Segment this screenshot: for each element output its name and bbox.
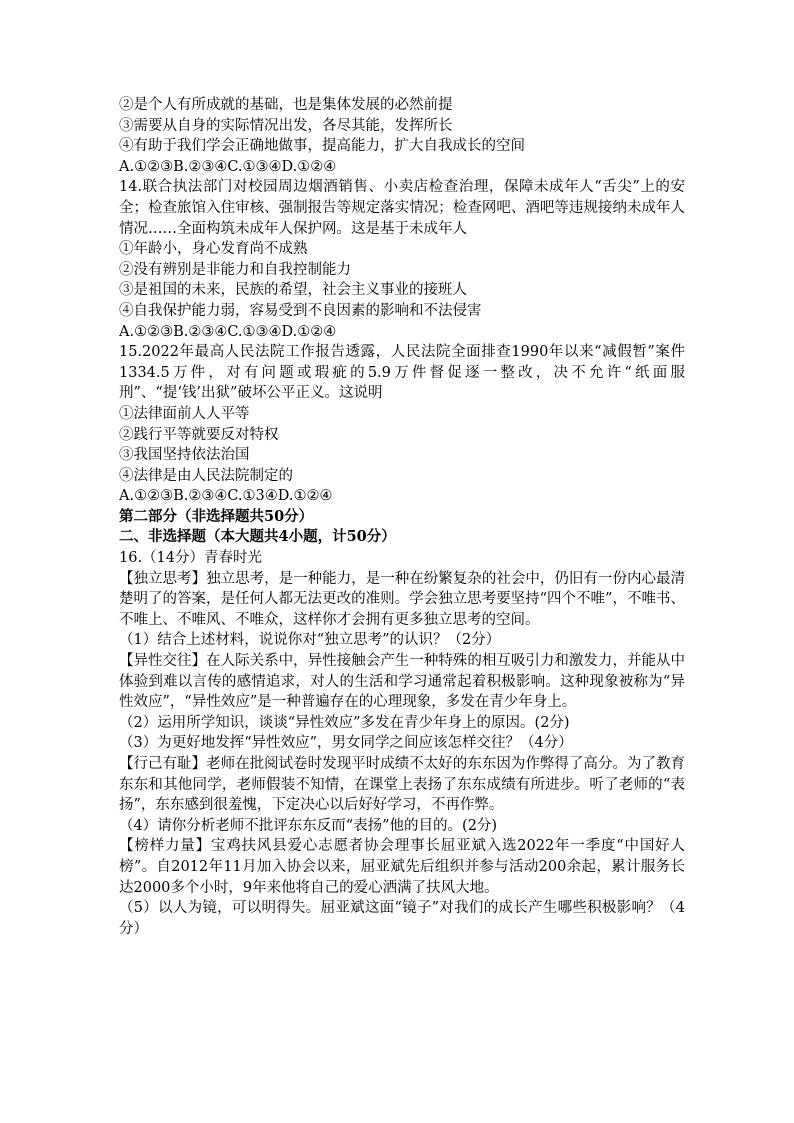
text-line: 【行己有耻】老师在批阅试卷时发现平时成绩不太好的东东因为作弊得了高分。为了教育东东和其他同学，老师假装不知情，在课堂上表扬了东东成绩有所进步。听了老师的“表扬”，东东感到很羞愧，下定决心以后好好学习，不再作弊。 <box>119 756 685 814</box>
text-line: ④法律是由人民法院制定的 <box>119 467 293 484</box>
text-line: （4）请你分析老师不批评东东反而“表扬”他的目的。(2分) <box>119 817 498 834</box>
text-line: ①年龄小，身心发育尚不成熟 <box>119 241 308 258</box>
text-line: ②践行平等就要反对特权 <box>119 426 279 443</box>
section-heading: 第二部分（非选择题共50分） <box>119 507 314 525</box>
text-line: （1）结合上述材料，说说你对“独立思考”的认识？（2分） <box>119 632 501 649</box>
text-line: （2）运用所学知识，谈谈“异性效应”多发在青少年身上的原因。(2分) <box>119 714 570 731</box>
text-line: ③我国坚持依法治国 <box>119 447 250 464</box>
text-line: ③需要从自身的实际情况出发，各尽其能，发挥所长 <box>119 117 453 134</box>
text-line: A.①②③B.②③④C.①③④D.①②④ <box>119 158 337 175</box>
text-line: 【独立思考】独立思考，是一种能力，是一种在纷繁复杂的社会中，仍旧有一份内心最清楚明了的答案，是任何人都无法更改的准则。学会独立思考要坚持“四个不唯”，不唯书、不唯上、不唯风、不唯众，这样你才会拥有更多独立思考的空间。 <box>119 570 685 628</box>
text-line: ②没有辨别是非能力和自我控制能力 <box>119 261 351 278</box>
text-line: 15.2022年最高人民法院工作报告透露，人民法院全面排查1990年以来“减假暂”案件1334.5万件，对有问题或瑕疵的5.9万件督促逐一整改，决不允许“纸面服刑”、“提‘钱’出狱”破坏公平正义。这说明 <box>119 344 685 402</box>
text-line: 14.联合执法部门对校园周边烟酒销售、小卖店检查治理，保障未成年人“舌尖”上的安全；检查旅馆入住审核、强制报告等规定落实情况；检查网吧、酒吧等违规接纳未成年人情况……全面构筑未成年人保护网。这是基于未成年人 <box>119 179 685 237</box>
text-line: （5）以人为镜，可以明得失。屈亚斌这面“镜子”对我们的成长产生哪些积极影响？（4分） <box>119 900 685 937</box>
text-line: ①法律面前人人平等 <box>119 405 250 422</box>
section-heading: 二、非选择题（本大题共4小题，计50分） <box>119 528 396 546</box>
document-body <box>119 95 685 939</box>
text-line: ②是个人有所成就的基础，也是集体发展的必然前提 <box>119 97 453 113</box>
text-line: 【异性交往】在人际关系中，异性接触会产生一种特殊的相互吸引力和激发力，并能从中体验到难以言传的感情追求，对人的生活和学习通常起着积极影响。这种现象被称为“异性效应”，“异性效应”是一种普遍存在的心理现象，多发在青少年身上。 <box>119 653 685 711</box>
text-line: （3）为更好地发挥“异性效应”，男女同学之间应该怎样交往？（4分） <box>119 735 573 752</box>
text-line: A.①②③B.②③④C.①③④D.①②④ <box>119 323 337 340</box>
text-line: ④自我保护能力弱，容易受到不良因素的影响和不法侵害 <box>119 302 482 319</box>
text-line: 【榜样力量】宝鸡扶风县爱心志愿者协会理事长屈亚斌入选2022年一季度“中国好人榜”。自2012年11月加入协会以来，屈亚斌先后组织并参与活动200余起，累计服务长达2000多个小时，9年来他将自己的爱心洒满了扶风大地。 <box>119 838 685 896</box>
text-line: 16.（14分）青春时光 <box>119 550 263 567</box>
text-line: ③是祖国的未来，民族的希望，社会主义事业的接班人 <box>119 282 467 299</box>
text-line: ④有助于我们学会正确地做事，提高能力，扩大自我成长的空间 <box>119 138 525 155</box>
text-line: A.①②③B.②③④C.①3④D.①②④ <box>119 488 333 505</box>
